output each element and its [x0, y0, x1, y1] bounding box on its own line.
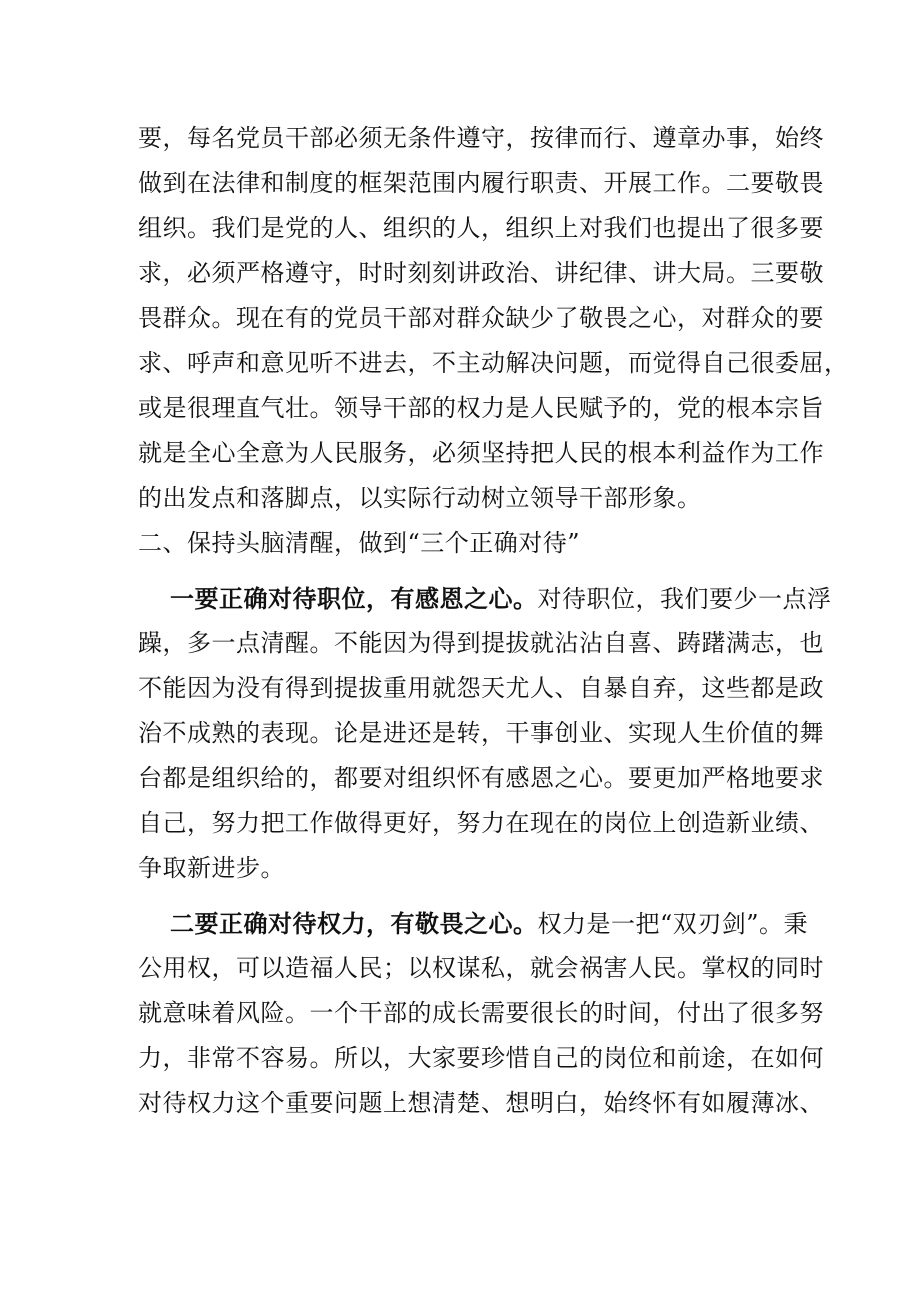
body-line: 组织。我们是党的人、组织的人，组织上对我们也提出了很多要 [138, 214, 824, 242]
body-line: 就意味着风险。一个干部的成长需要很长的时间，付出了很多努 [138, 999, 824, 1027]
body-line: 对待权力这个重要问题上想清楚、想明白，始终怀有如履薄冰、 [138, 1089, 824, 1117]
paragraph-gap [138, 891, 800, 901]
document-body [138, 116, 849, 1126]
para2-first-line [138, 901, 809, 946]
body-line: 或是很理直气壮。领导干部的权力是人民赋予的，党的根本宗旨 [138, 394, 824, 422]
body-line: 争取新进步。 [138, 854, 285, 882]
body-line: 力，非常不容易。所以，大家要珍惜自己的岗位和前途，在如何 [138, 1044, 824, 1072]
body-line: 要，每名党员干部必须无条件遵守，按律而行、遵章办事，始终 [138, 124, 824, 152]
body-line: 躁，多一点清醒。不能因为得到提拔就沾沾自喜、踌躇满志，也 [138, 629, 824, 657]
body-line: 台都是组织给的，都要对组织怀有感恩之心。要更加严格地要求 [138, 764, 824, 792]
body-line: 做到在法律和制度的框架范围内履行职责、开展工作。二要敬畏 [138, 169, 824, 197]
paragraph-gap [138, 566, 800, 576]
body-line: 求，必须严格遵守，时时刻刻讲政治、讲纪律、讲大局。三要敬 [138, 259, 824, 287]
body-line: 公用权，可以造福人民；以权谋私，就会祸害人民。掌权的同时 [138, 954, 824, 982]
section-heading: 二、保持头脑清醒，做到“三个正确对待” [138, 529, 581, 557]
body-line: 的出发点和落脚点，以实际行动树立领导干部形象。 [138, 484, 702, 512]
body-line: 求、呼声和意见听不进去，不主动解决问题，而觉得自己很委屈， [138, 349, 849, 377]
para2-first-line-rest: 权力是一把“双刃剑”。秉 [537, 910, 809, 938]
body-line: 治不成熟的表现。论是进还是转，干事创业、实现人生价值的舞 [138, 719, 824, 747]
para1-first-line [138, 576, 832, 621]
body-line: 不能因为没有得到提拔重用就怨天尤人、自暴自弃，这些都是政 [138, 674, 824, 702]
body-line: 就是全心全意为人民服务，必须坚持把人民的根本利益作为工作 [138, 439, 824, 467]
para1-first-line-rest: 对待职位，我们要少一点浮 [537, 585, 832, 613]
body-line: 自己，努力把工作做得更好，努力在现在的岗位上创造新业绩、 [138, 809, 824, 837]
para2-bold-lead: 二要正确对待权力，有敬畏之心。 [170, 909, 538, 938]
body-line: 畏群众。现在有的党员干部对群众缺少了敬畏之心，对群众的要 [138, 304, 824, 332]
para1-bold-lead: 一要正确对待职位，有感恩之心。 [170, 584, 538, 613]
